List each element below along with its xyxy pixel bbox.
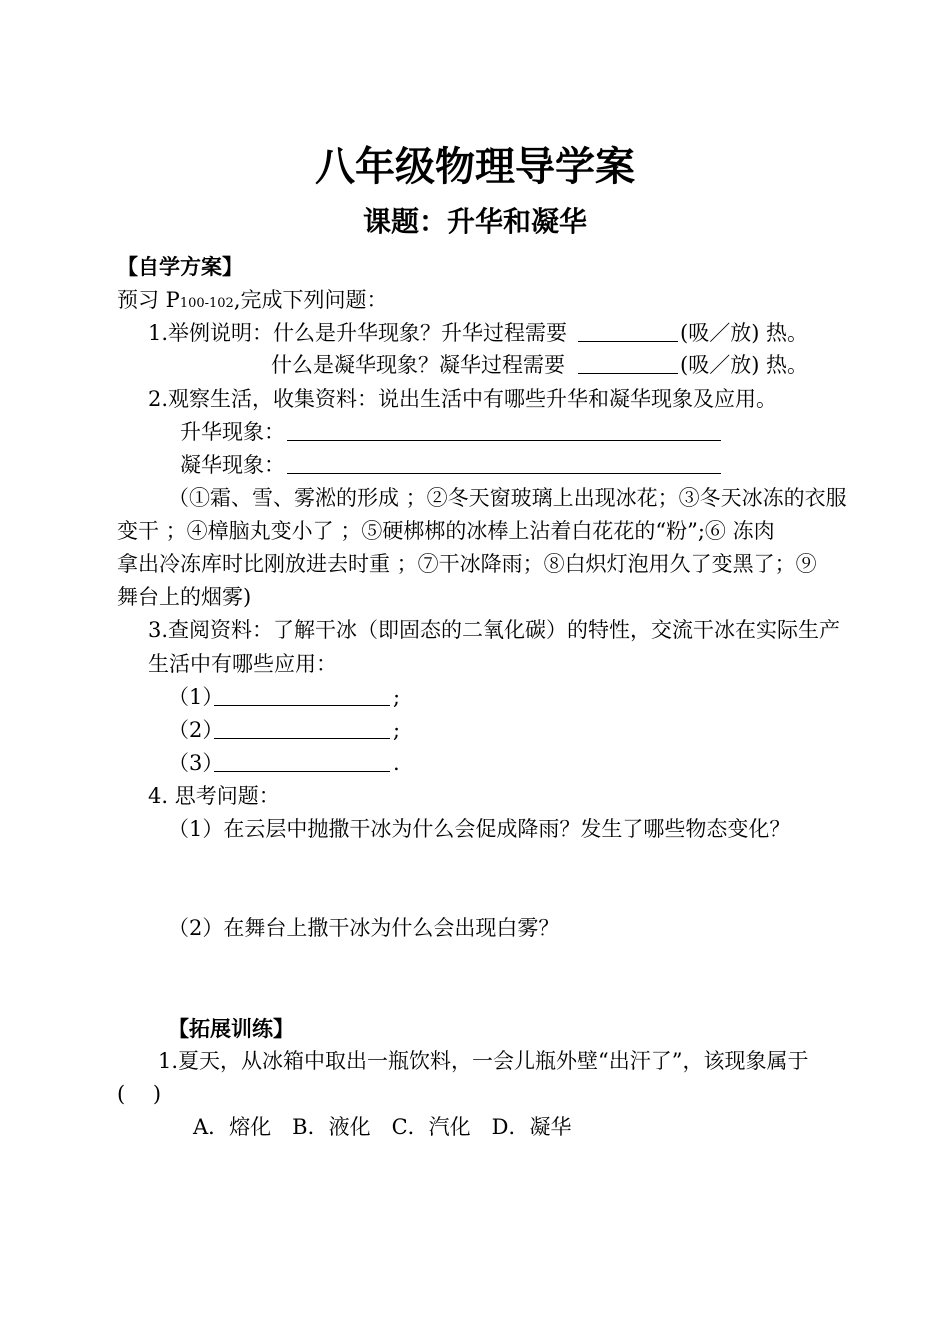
- question-1-line-2-end: (吸／放) 热。: [680, 353, 809, 377]
- preview-pages: 100-102: [179, 296, 234, 311]
- application-3-label: （3）: [168, 751, 224, 775]
- application-1-blank[interactable]: [214, 705, 390, 706]
- question-3-line-2: 生活中有哪些应用：: [148, 652, 337, 676]
- application-1-end: ;: [393, 685, 401, 709]
- page-title: 八年级物理导学案: [315, 143, 635, 190]
- deposition-blank[interactable]: [287, 473, 721, 474]
- examples-line-1: （①霜、雪、雾淞的形成 ；②冬天窗玻璃上出现冰花；③冬天冰冻的衣服: [168, 486, 847, 510]
- question-4-part-1: （1）在云层中抛撒干冰为什么会促成降雨？发生了哪些物态变化？: [168, 817, 791, 841]
- question-1-line-1-end: (吸／放) 热。: [680, 321, 809, 345]
- question-2: 2.观察生活，收集资料：说出生活中有哪些升华和凝华现象及应用。: [148, 387, 778, 411]
- extension-question-1-line-1: 1.夏天，从冰箱中取出一瓶饮料，一会儿瓶外壁“出汗了”，该现象属于: [158, 1049, 809, 1073]
- q1-blank-2[interactable]: [578, 373, 678, 374]
- application-1-label: （1）: [168, 685, 224, 709]
- sublimation-label: 升华现象：: [180, 420, 285, 444]
- application-2-blank[interactable]: [214, 738, 390, 739]
- q1-blank-1[interactable]: [578, 341, 678, 342]
- application-3-end: .: [393, 751, 400, 775]
- sublimation-blank[interactable]: [287, 440, 721, 441]
- preview-suffix: ,完成下列问题：: [233, 288, 388, 312]
- question-1-line-1: 1.举例说明：什么是升华现象？升华过程需要: [148, 321, 568, 345]
- examples-line-4: 舞台上的烟雾): [117, 585, 252, 609]
- preview-instruction: [117, 290, 388, 311]
- self-study-heading: 【自学方案】: [117, 254, 243, 279]
- examples-line-2: 变干 ；④樟脑丸变小了 ；⑤硬梆梆的冰棒上沾着白花花的“粉”;⑥ 冻肉: [117, 519, 775, 543]
- question-4: 4. 思考问题：: [148, 784, 280, 808]
- examples-line-3: 拿出冷冻库时比刚放进去时重 ；⑦干冰降雨；⑧白炽灯泡用久了变黑了；⑨: [117, 552, 817, 576]
- lesson-subtitle: 课题：升华和凝华: [362, 205, 587, 238]
- question-1-line-2: 什么是凝华现象？凝华过程需要: [271, 353, 565, 377]
- deposition-label: 凝华现象：: [180, 453, 285, 477]
- application-2-end: ;: [393, 718, 401, 742]
- application-2-label: （2）: [168, 718, 224, 742]
- question-4-part-2: （2）在舞台上撒干冰为什么会出现白雾？: [168, 916, 560, 940]
- question-3-line-1: 3.查阅资料：了解干冰（即固态的二氧化碳）的特性，交流干冰在实际生产: [148, 618, 841, 642]
- extension-heading: 【拓展训练】: [168, 1016, 294, 1041]
- preview-prefix: 预习 P: [117, 288, 180, 312]
- extension-question-1-answer-bracket[interactable]: ( ): [117, 1082, 162, 1106]
- application-3-blank[interactable]: [214, 771, 390, 772]
- extension-question-1-options[interactable]: A．熔化 B．液化 C．汽化 D．凝华: [193, 1115, 572, 1139]
